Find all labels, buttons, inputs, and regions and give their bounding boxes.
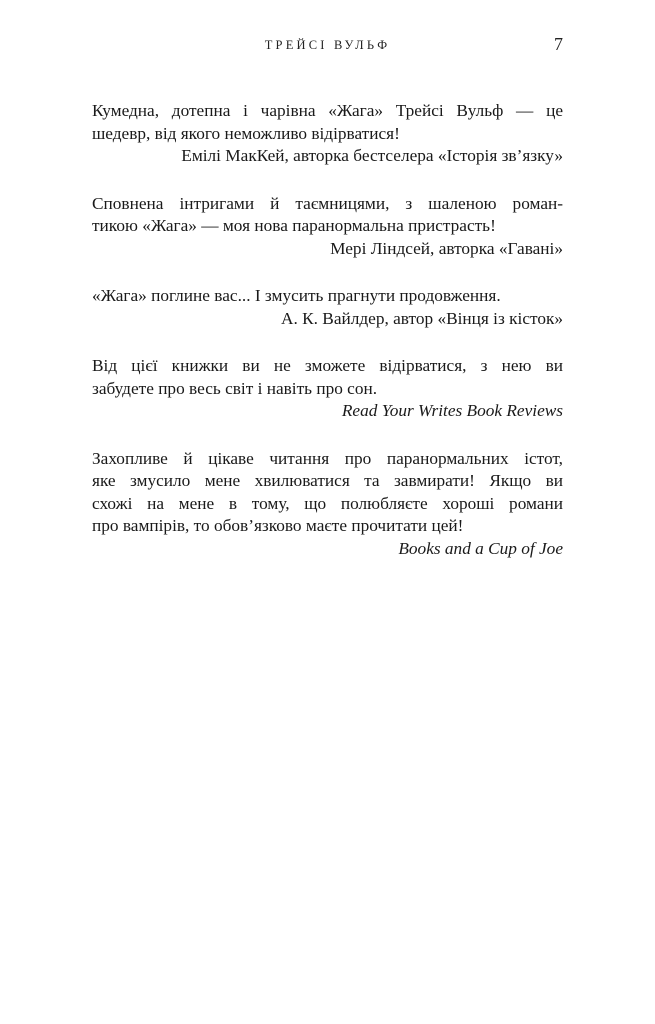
blurb-line: про вампірів, то обов’язково маєте прочитати цей! (92, 516, 464, 535)
blurb-4 (92, 355, 563, 423)
blurb-attribution: А. К. Вайлдер, автор «Вінця із кісток» (281, 308, 563, 328)
blurb-attribution: Мері Ліндсей, авторка «Гавані» (330, 238, 563, 258)
running-head-author: ТРЕЙСІ ВУЛЬФ (264, 38, 391, 52)
blurb-line: Від цієї книжки ви не зможете відірватися, з нею ви (92, 356, 563, 375)
blurb-5 (92, 448, 563, 561)
blurb-line: забудете про весь світ і навіть про сон. (92, 378, 378, 398)
blurb-line: тикою «Жага» — моя нова паранормальна пристрасть! (92, 216, 496, 235)
running-header (92, 34, 563, 56)
blurb-line: Кумедна, дотепна і чарівна «Жага» Трейсі Вульф — це (92, 101, 563, 120)
blurb-attribution: Емілі МакКей, авторка бестселера «Історія зв’язку» (181, 146, 563, 165)
page-number: 7 (554, 34, 563, 54)
blurb-line: шедевр, від якого неможливо відірватися! (92, 123, 400, 143)
blurb-line: Сповнена інтригами й таємницями, з шаленою роман- (92, 193, 563, 213)
blurb-2 (92, 193, 563, 261)
blurb-line: яке змусило мене хвилюватися та завмирати! Якщо ви (92, 471, 563, 490)
blurb-line: «Жага» поглине вас... І змусить прагнути продовження. (92, 286, 501, 305)
blurb-1 (92, 100, 563, 168)
blurb-attribution: Books and a Cup of Joe (398, 538, 563, 558)
praise-blurbs (92, 100, 563, 585)
blurb-line: схожі на мене в тому, що полюбляєте хороші романи (92, 493, 563, 513)
blurb-attribution: Read Your Writes Book Reviews (341, 401, 563, 420)
blurb-3 (92, 285, 563, 330)
blurb-line: Захопливе й цікаве читання про паранормальних істот, (92, 448, 563, 468)
